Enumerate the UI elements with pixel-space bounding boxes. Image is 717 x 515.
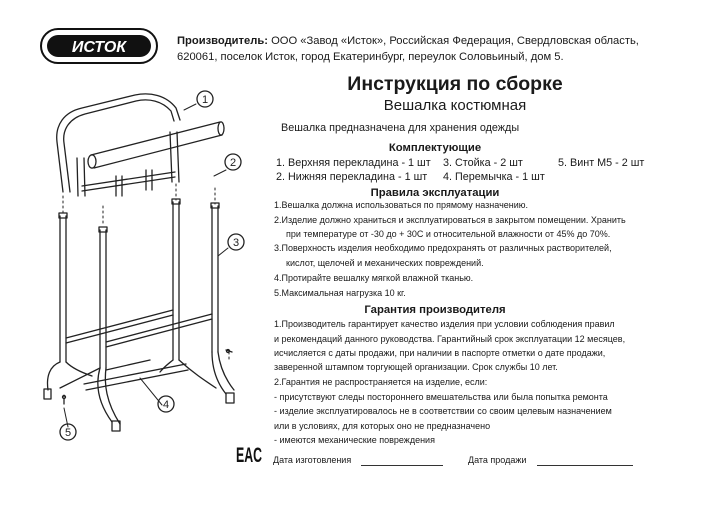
- callout-3-label: 3: [232, 237, 240, 249]
- callout-2-label: 2: [229, 157, 237, 169]
- warranty-line: или в условиях, для которых оно не предназначено: [274, 421, 491, 431]
- rule-line: 2.Изделие должно храниться и эксплуатироваться в закрытом помещении. Хранить: [274, 215, 626, 225]
- kit-item-1: 1. Верхняя перекладина - 1 шт: [276, 157, 431, 169]
- manufacturer-line-1: ООО «Завод «Исток», Российская Федерация, Свердловская область,: [271, 35, 639, 47]
- warranty-line: 2.Гарантия не распространяется на изделие, если:: [274, 377, 488, 387]
- callout-3: [228, 234, 244, 250]
- callout-5: [60, 424, 76, 440]
- feet: [44, 352, 234, 431]
- rule-line: 3.Поверхность изделия необходимо предохранять от различных растворителей,: [274, 243, 612, 253]
- warranty-line: - присутствуют следы постороннего вмешательства или была попытка ремонта: [274, 392, 608, 402]
- rule-line: 5.Максимальная нагрузка 10 кг.: [274, 288, 406, 298]
- rule-line: кислот, щелочей и механических повреждений.: [286, 258, 484, 268]
- warranty-line: исчисляется с даты продажи, при наличии в паспорте отметки о дате продажи,: [274, 348, 606, 358]
- doc-purpose: Вешалка предназначена для хранения одежды: [281, 122, 520, 134]
- warranty-line: - имеются механические повреждения: [274, 435, 435, 445]
- kit-item-2: 2. Нижняя перекладина - 1 шт: [276, 171, 428, 183]
- warranty-line: заверенной штампом торгующей организации. Срок службы 10 лет.: [274, 362, 558, 372]
- warranty-line: 1.Производитель гарантирует качество изделия при условии соблюдения правил: [274, 319, 615, 329]
- kit-heading: Комплектующие: [388, 142, 482, 154]
- kit-item-4: 4. Перемычка - 1 шт: [443, 171, 545, 183]
- eac-text: EAC: [236, 444, 262, 467]
- manufacturer-line-2: 620061, поселок Исток, город Екатеринбург, переулок Соловьиный, дом 5.: [177, 51, 564, 63]
- warranty-line: и рекомендаций данного руководства. Гарантийный срок эксплуатации 12 месяцев,: [274, 334, 626, 344]
- rule-line: при температуре от -30 до + 30С и относительной влажности от 45% до 70%.: [286, 229, 611, 239]
- kit-item-5: 5. Винт М5 - 2 шт: [558, 157, 645, 169]
- warranty-line: - изделие эксплуатировалось не в соответствии со своим целевым назначением: [274, 406, 612, 416]
- top-crossbar: [57, 94, 224, 196]
- rules-heading: Правила эксплуатации: [370, 187, 500, 199]
- warranty-heading: Гарантия производителя: [364, 304, 506, 316]
- callout-4-label: 4: [162, 399, 170, 411]
- screws: [63, 350, 233, 405]
- manufacturer-label: Производитель:: [177, 35, 268, 47]
- callout-1-label: 1: [201, 94, 209, 106]
- made-date-label: Дата изготовления: [273, 455, 352, 465]
- rule-line: 4.Протирайте вешалку мягкой влажной тканью.: [274, 273, 474, 283]
- stand-posts: [59, 199, 219, 368]
- kit-item-3: 3. Стойка - 2 шт: [443, 157, 523, 169]
- made-date-line: [361, 465, 443, 466]
- sale-date-line: [537, 465, 633, 466]
- logo-text: ИСТОК: [71, 39, 127, 56]
- doc-title: Инструкция по сборке: [347, 73, 563, 95]
- istok-logo: [40, 28, 158, 64]
- callout-2: [225, 154, 241, 170]
- doc-subtitle: Вешалка костюмная: [383, 97, 527, 114]
- rule-line: 1.Вешалка должна использоваться по прямому назначению.: [274, 200, 529, 210]
- callout-1: [197, 91, 213, 107]
- callout-5-label: 5: [64, 427, 72, 439]
- callout-4: [158, 396, 174, 412]
- manufacturer-info: [177, 33, 707, 65]
- rack-assembly-drawing: [0, 70, 270, 515]
- sale-date-label: Дата продажи: [468, 455, 527, 465]
